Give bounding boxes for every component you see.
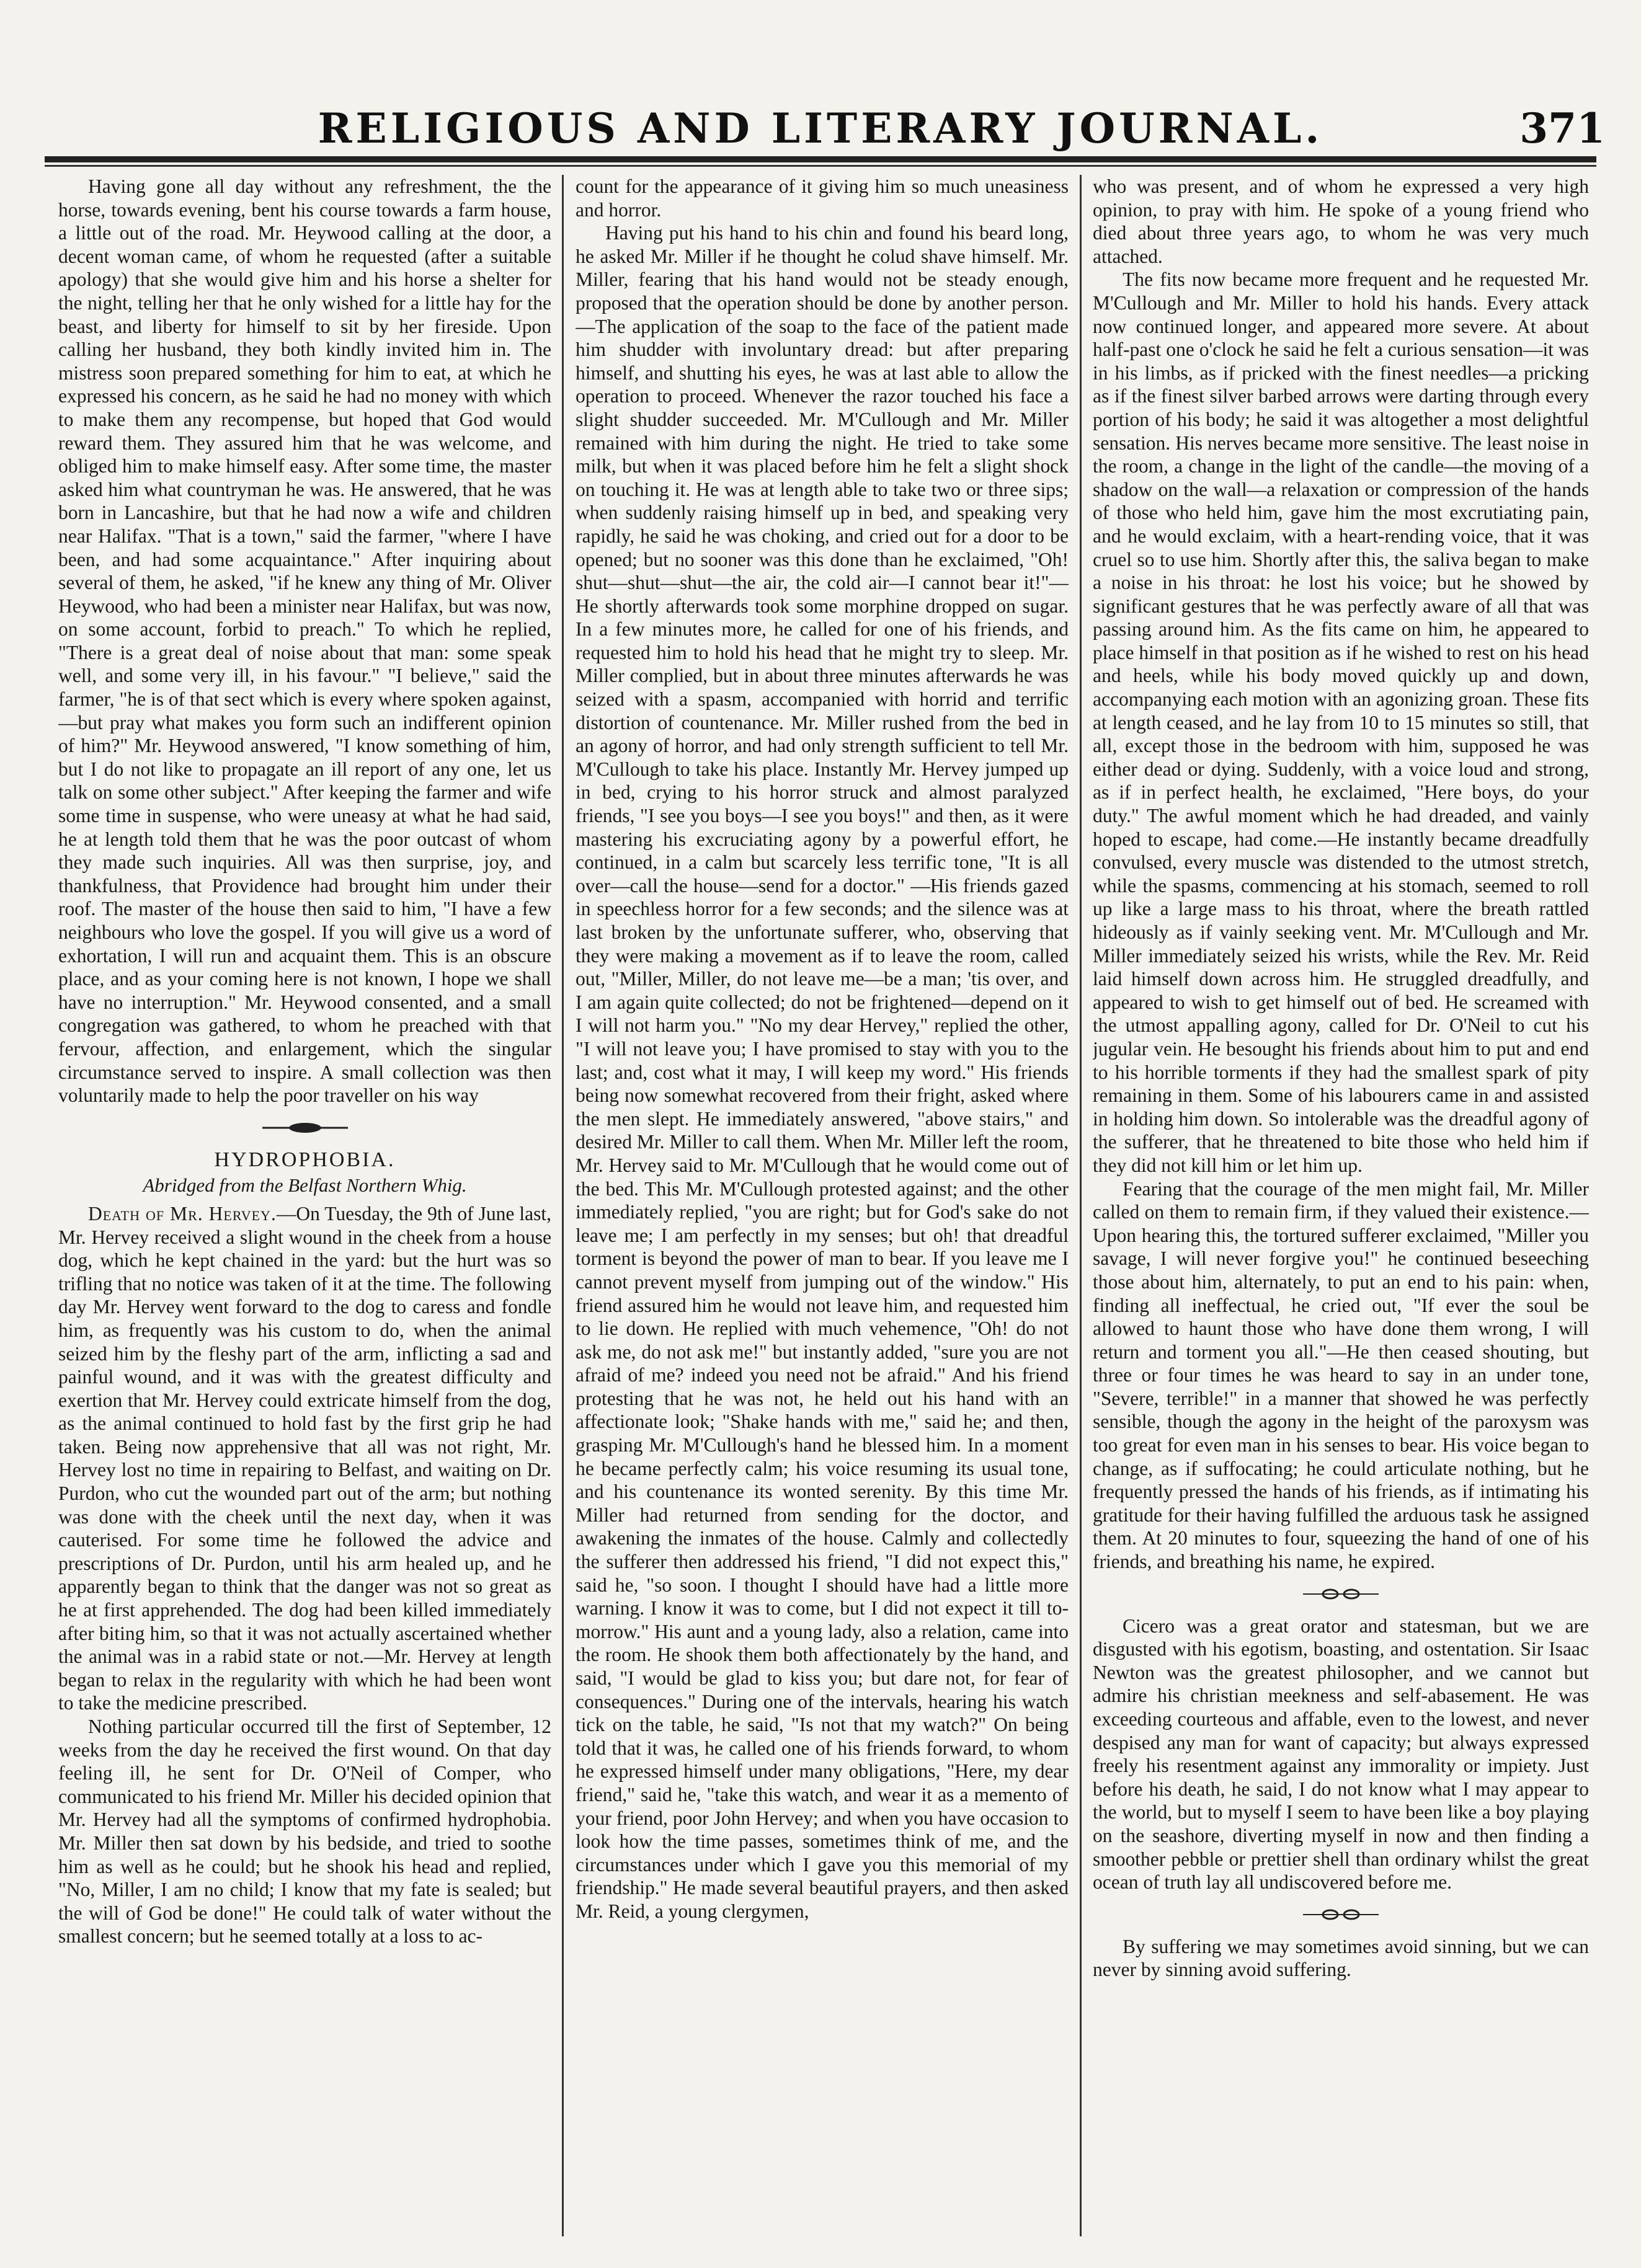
section-divider-ornament	[1093, 1585, 1589, 1606]
article-paragraph: who was present, and of whom he expressed a very high opinion, to pray with him. He spoke of a young friend who died about three years ago, to whom he was very much attached.	[1093, 175, 1589, 267]
column-divider	[1080, 175, 1082, 2236]
article-lead: Death of Mr. Hervey.	[88, 1202, 277, 1225]
column-3	[1093, 175, 1589, 2239]
column-divider	[562, 175, 564, 2236]
running-title: RELIGIOUS AND LITERARY JOURNAL.	[318, 104, 1323, 153]
section-divider-ornament	[1093, 1905, 1589, 1926]
column-1	[58, 175, 551, 2239]
article-paragraph-text: —On Tuesday, the 9th of June last, Mr. Hervey received a slight wound in the cheek from a house dog, which he kept chained in the yard: but the hurt was so trifling that no notice was taken of it at the time. The following day Mr. Hervey went forward to the dog to caress and fondle him, as frequently was his custom to do, when the animal seized him by the fleshy part of the arm, inflicting a sad and painful wound, and it was with the greatest difficulty and exertion that Mr. Hervey could extricate himself from the dog, as the animal continued to hold fast by the first grip he had taken. Being now apprehensive that all was not right, Mr. Hervey lost no time in repairing to Belfast, and waiting on Dr. Purdon, who cut the wounded part out of the arm; but nothing was done with the cheek until the next day, when it was cauterised. For some time he followed the advice and prescriptions of Dr. Purdon, until his arm healed up, and he apparently began to think that the danger was not so great as he at first apprehended. The dog had been killed immediately after biting him, so that it was not actually ascertained whether the animal was in a rabid state or not.—Mr. Hervey at length began to relax in the regularity with which he had been wont to take the medicine prescribed.	[58, 1202, 551, 1714]
newton-paragraph: Cicero was a great orator and statesman, but we are disgusted with his egotism, boasting, and ostentation. Sir Isaac Newton was the greatest philosopher, and we cannot but admire his christian meekness and self-abasement. He was exceeding courteous and affable, even to the lowest, and never despised any man for want of capacity; but always expressed freely his resentment against any immorality or impiety. Just before his death, he said, I do not know what I may appear to the world, but to myself I seem to have been like a boy playing on the seashore, diverting myself in now and then finding a smoother pebble or prettier shell than ordinary whilst the great ocean of truth lay all undiscovered before me.	[1093, 1615, 1589, 1894]
article-paragraph: The fits now became more frequent and he requested Mr. M'Cullough and Mr. Miller to hold his hands. Every attack now continued longer, and appeared more severe. At about half-past one o'clock he said he felt a curious sensation—it was in his limbs, as if pricked with the finest needles—a pricking as if the finest silver barbed arrows were darting through every portion of his body; he said it was altogether a most delightful sensation. His nerves became more sensitive. The least noise in the room, a change in the light of the candle—the moving of a shadow on the wall—a relaxation or compression of the hands of those who held him, gave him the most excrutiating pain, and he would exclaim, with a heart-rending voice, that it was cruel so to use him. Shortly after this, the saliva began to make a noise in his throat: he lost his voice; but he showed by significant gestures that he was perfectly aware of all that was passing around him. As the fits came on him, he appeared to place himself in that position as if he wished to rest on his head and heels, while his body moved quickly up and down, accompanying each motion with an agonizing groan. These fits at length ceased, and he lay from 10 to 15 minutes so still, that all, except those in the bedroom with him, supposed he was either dead or dying. Suddenly, with a voice loud and strong, as if in perfect health, he exclaimed, "Here boys, do your duty." The awful moment which he had dreaded, and vainly hoped to escape, had come.—He instantly became dreadfully convulsed, every muscle was distended to the utmost stretch, while the spasms, commencing at his stomach, seemed to roll up like a large mass to his throat, where the breath rattled hideously as if vainly seeking vent. Mr. M'Cullough and Mr. Miller immediately seized his wrists, while the Rev. Mr. Reid laid himself down across him. He struggled dreadfully, and appeared to wish to get himself out of bed. He screamed with the utmost appalling agony, called for Dr. O'Neil to cut his jugular vein. He besought his friends about him to put and end to his horrible torments if they had the smallest spark of pity remaining in them. Some of his labourers came in and assisted in holding him down. So intolerable was the dreadful agony of the sufferer, that he threatened to bite those who held him if they did not kill him or let him up.	[1093, 268, 1589, 1176]
article-paragraph: Nothing particular occurred till the first of September, 12 weeks from the day he received the first wound. On that day feeling ill, he sent for Dr. O'Neil of Comper, who communicated to his friend Mr. Miller his decided opinion that Mr. Hervey had all the symptoms of confirmed hydrophobia. Mr. Miller then sat down by his bedside, and tried to soothe him as well as he could; but he shook his head and replied, "No, Miller, I am no child; I know that my fate is sealed; but the will of God be done!" He could talk of water without the smallest concern; but he seemed totally at a loss to ac-	[58, 1716, 551, 1947]
header-rule-thin	[45, 165, 1596, 167]
column-2	[576, 175, 1069, 2239]
article-paragraph: Having put his hand to his chin and found his beard long, he asked Mr. Miller if he thought he colud shave himself. Mr. Miller, fearing that his hand would not be steady enough, proposed that the operation should be done by another person.—The application of the soap to the face of the patient made him shudder with involuntary dread: but after preparing himself, and shutting his eyes, he was at last able to allow the operation to proceed. Whenever the razor touched his face a slight shudder succeeded. Mr. M'Cullough and Mr. Miller remained with him during the night. He tried to take some milk, but when it was placed before him he felt a slight shock on touching it. He was at length able to take two or three sips; when suddenly raising himself up in bed, and speaking very rapidly, he said he was choking, and cried out for a door to be opened; but no sooner was this done than he exclaimed, "Oh! shut—shut—shut—the air, the cold air—I cannot bear it!"—He shortly afterwards took some morphine dropped on sugar. In a few minutes more, he called for one of his friends, and requested him to hold his head that he might try to sleep. Mr. Miller complied, but in about three minutes afterwards he was seized with a spasm, accompanied with horrid and terrific distortion of countenance. Mr. Miller rushed from the bed in an agony of horror, and had only strength sufficient to tell Mr. M'Cullough to take his place. Instantly Mr. Hervey jumped up in bed, crying to his horror struck and almost paralyzed friends, "I see you boys—I see you boys!" and then, as it were mastering his excruciating agony by a powerful effort, he continued, in a calm but scarcely less terrific tone, "It is all over—call the house—send for a doctor." —His friends gazed in speechless horror for a few seconds; and the silence was at last broken by the unfortunate sufferer, who, observing that they were making a movement as if to leave the room, called out, "Miller, Miller, do not leave me—be a man; 'tis over, and I am again quite collected; do not be frightened—depend on it I will not harm you." "No my dear Hervey," replied the other, "I will not leave you; I have promised to stay with you to the last; and, cost what it may, I will keep my word." His friends being now somewhat recovered from their fright, asked where the men slept. He immediately answered, "above stairs," and desired Mr. Miller to call them. When Mr. Miller left the room, Mr. Hervey said to Mr. M'Cullough that he would come out of the bed. This Mr. M'Cullough protested against; and the other immediately replied, "you are right; but for God's sake do not leave me; I am perfectly in my senses; but oh! that dreadful torment is beyond the power of man to bear. If you leave me I cannot prevent myself from jumping out of the window." His friend assured him he would not leave him, and requested him to lie down. He replied with much vehemence, "Oh! do not ask me, do not ask me!" but instantly added, "sure you are not afraid of me? indeed you need not be afraid." And his friend protesting that he was not, he held out his hand with an affectionate look; "Shake hands with me," said he; and then, grasping Mr. M'Cullough's hand he blessed him. In a moment he became perfectly calm; his voice resuming its usual tone, and his countenance its wonted serenity. By this time Mr. Miller had returned from sending for the doctor, and awakening the inmates of the house. Calmly and collectedly the sufferer then addressed his friend, "I did not expect this," said he, "so soon. I thought I should have had a little more warning. I know it was to come, but I did not expect it till to-morrow." His aunt and a young lady, also a relation, came into the room. He shook them both affectionately by the hand, and said, "I would be glad to kiss you; but dare not, for fear of consequences." During one of the intervals, hearing his watch tick on the table, he said, "Is not that my watch?" On being told that it was, he called one of his friends forward, to whom he expressed himself under many obligations, "Here, my dear friend," said he, "take this watch, and wear it as a memento of your friend, poor John Hervey; and when you have occasion to look how the time passes, sometimes think of me, and the circumstances under which I gave you this memorial of my friendship." He made several beautiful prayers, and then asked Mr. Reid, a young clergymen,	[576, 222, 1069, 1922]
header-rule	[45, 156, 1596, 162]
article-paragraph: count for the appearance of it giving him so much uneasiness and horror.	[576, 175, 1069, 221]
article-heading: HYDROPHOBIA.	[214, 1148, 396, 1171]
maxim-paragraph: By suffering we may sometimes avoid sinning, but we can never by sinning avoid suffering.	[1093, 1935, 1589, 1981]
page-number: 371	[1519, 104, 1605, 153]
section-divider-ornament	[58, 1118, 551, 1140]
article-source: Abridged from the Belfast Northern Whig.	[143, 1174, 467, 1197]
heywood-paragraph: Having gone all day without any refreshment, the the horse, towards evening, bent his course towards a farm house, a little out of the road. Mr. Heywood calling at the door, a decent woman came, of whom he requested (after a suitable apology) that she would give him and his horse a shelter for the night, telling her that he only wished for a little hay for the beast, and liberty for himself to sit by her fireside. Upon calling her husband, they both kindly invited him in. The mistress soon prepared something for him to eat, at which he expressed his concern, as he said he had no money with which to make them any recompense, but hoped that God would reward them. They assured him that he was welcome, and obliged him to make himself easy. After some time, the master asked him what countryman he was. He answered, that he was born in Lancashire, but that he had now a wife and children near Halifax. "That is a town," said the farmer, "where I have been, and had some acquaintance." After inquiring about several of them, he asked, "if he knew any thing of Mr. Oliver Heywood, who had been a minister near Halifax, but was now, on some account, forbid to preach." To which he replied, "There is a great deal of noise about that man: some speak well, and some very ill, in his favour." "I believe," said the farmer, "he is of that sect which is every where spoken against,—but pray what makes you form such an indifferent opinion of him?" Mr. Heywood answered, "I know something of him, but I do not like to propagate an ill report of any one, let us talk on some other subject." After keeping the farmer and wife some time in suspense, who were uneasy at what he had said, he at length told them that he was the poor outcast of whom they made such inquiries. All was then surprise, joy, and thankfulness, that Providence had brought him under their roof. The master of the house then said to him, "I have a few neighbours who love the gospel. If you will give us a word of exhortation, I will run and acquaint them. This is an obscure place, and as your coming here is not known, I hope we shall have no interruption." Mr. Heywood consented, and a small congregation was gathered, to whom he preached with that fervour, affection, and enlargement, which the singular circumstance served to inspire. A small collection was then voluntarily made to help the poor traveller on his way	[58, 175, 551, 1107]
article-paragraph: Fearing that the courage of the men might fail, Mr. Miller called on them to remain firm, if they valued their existence.—Upon hearing this, the tortured sufferer exclaimed, "Miller you savage, I will never forgive you!" he continued beseeching those about him, alternately, to put an end to his pain: when, finding all ineffectual, he cried out, "If ever the soul be allowed to haunt those who have done them wrong, I will return and torment you all."—He then ceased shouting, but three or four times he was heard to say in an under tone, "Severe, terrible!" in a manner that showed he was perfectly sensible, though the agony in the height of the paroxysm was too great for even man in his senses to bear. His voice began to change, as if suffocating; he could articulate nothing, but he frequently pressed the hands of his friends, as if intimating his gratitude for their having fulfilled the arduous task he assigned them. At 20 minutes to four, squeezing the hand of one of his friends, and breathing his name, he expired.	[1093, 1177, 1589, 1573]
article-paragraph	[58, 1202, 551, 1715]
